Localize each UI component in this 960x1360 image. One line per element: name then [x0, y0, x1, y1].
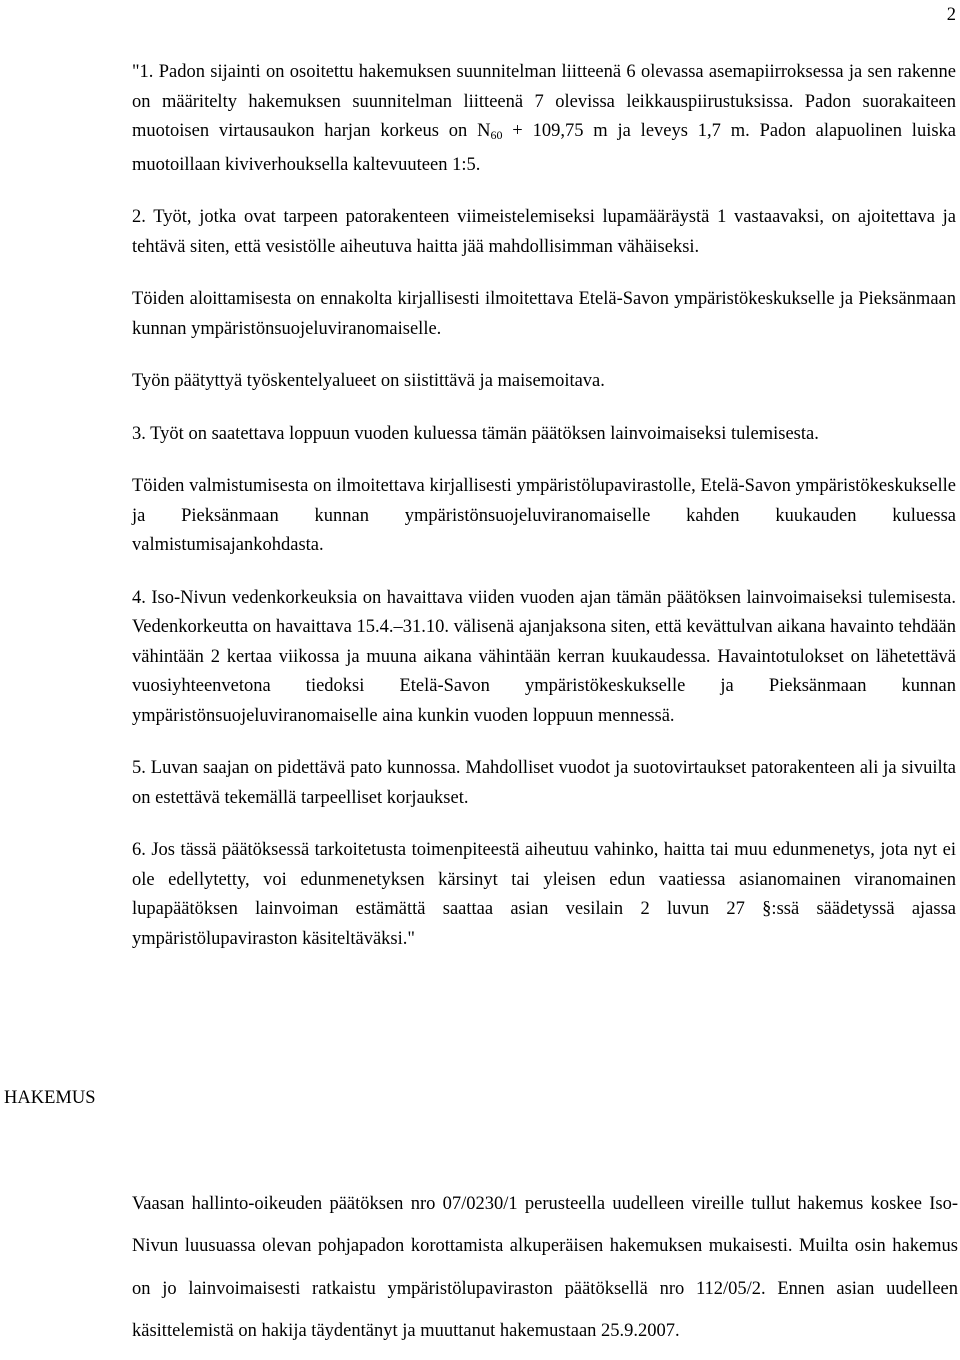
paragraph-dam-location	[132, 58, 956, 180]
paragraph-start-notice: Töiden aloittamisesta on ennakolta kirjallisesti ilmoitettava Etelä-Savon ympäristökeskukselle ja Pieksänmaan kunnan ympäristönsuojeluviranomaiselle.	[132, 289, 956, 339]
section-label-hakemus: HAKEMUS	[4, 1088, 96, 1108]
paragraph-water-level-monitoring: 4. Iso-Nivun vedenkorkeuksia on havaittava viiden vuoden ajan tämän päätöksen lainvoimaiseksi tulemisesta. Vedenkorkeutta on havaittava 15.4.–31.10. välisenä ajanjaksona siten, että kevättulvan aikana havainto tehdään vähintään 2 kertaa viikossa ja muuna aikana vähintään kerran kuukaudessa. Havaintotulokset on lähetettävä vuosiyhteenvetona tiedoksi Etelä-Savon ympäristökeskukselle ja Pieksänmaan kunnan ympäristönsuojeluviranomaiselle aina kunkin vuoden loppuun mennessä.	[132, 587, 956, 726]
section-text-hakemus: Vaasan hallinto-oikeuden päätöksen nro 07/0230/1 perusteella uudelleen vireille tullut hakemus koskee Iso-Nivun luusuassa olevan pohjapadon korottamista alkuperäisen hakemuksen mukaisesti. Muilta osin hakemus on jo lainvoimaisesti ratkaistu ympäristölupaviraston päätöksellä nro 112/05/2. Ennen asian uudelleen käsittelemistä on hakija täydentänyt ja muuttanut hakemustaan 25.9.2007.	[132, 1193, 958, 1341]
paragraph-completion-deadline: 3. Työt on saatettava loppuun vuoden kuluessa tämän päätöksen lainvoimaiseksi tulemisesta.	[132, 423, 819, 444]
paragraph-dam-maintenance: 5. Luvan saajan on pidettävä pato kunnossa. Mahdolliset vuodot ja suotovirtaukset patorakenteen ali ja sivuilta on estettävä tekemällä tarpeelliset korjaukset.	[132, 758, 956, 808]
paragraph-finishing-works: 2. Työt, jotka ovat tarpeen patorakenteen viimeistelemiseksi lupamääräystä 1 vastaavaksi, on ajoitettava ja tehtävä siten, että vesistölle aiheutuva haitta jää mahdollisimman vähäiseksi.	[132, 207, 956, 257]
decision-conditions	[132, 58, 956, 977]
paragraph-completion-notice: Töiden valmistumisesta on ilmoitettava kirjallisesti ympäristölupavirastolle, Etelä-Savon ympäristökeskukselle ja Pieksänmaan kunnan ympäristönsuojeluviranomaiselle kahden kuukauden kuluessa valmistumisajankohdasta.	[132, 476, 956, 555]
paragraph-landscaping: Työn päätyttyä työskentelyalueet on siistittävä ja maisemoitava.	[132, 371, 605, 391]
paragraph-text: + 109,75 m ja leveys 1,7 m. Padon alapuolinen luiska muotoillaan kiviverhouksella kaltevuuteen 1:5.	[132, 121, 956, 175]
paragraph-damage-clause: 6. Jos tässä päätöksessä tarkoitetusta toimenpiteestä aiheutuu vahinko, haitta tai muu edunmenetys, jota nyt ei ole edellytetty, voi edunmenetyksen kärsinyt tai yleisen edun vaatiessa asianomainen viranomainen lupapäätöksen lainvoiman estämättä saattaa asian vesilain 2 luvun 27 §:ssä säädetyssä ajassa ympäristölupaviraston käsiteltäväksi."	[132, 840, 956, 949]
page-number: 2	[946, 5, 956, 25]
subscript: 60	[490, 128, 503, 142]
paragraph-text: "1. Padon sijainti on osoitettu hakemuksen suunnitelman liitteenä 6 olevassa asemapiirroksessa ja sen rakenne on määritelty hakemuksen suunnitelman liitteenä 7 olevissa leikkauspiirustuksissa. Padon suorakaiteen muotoisen virtausaukon harjan korkeus on N	[132, 62, 956, 141]
